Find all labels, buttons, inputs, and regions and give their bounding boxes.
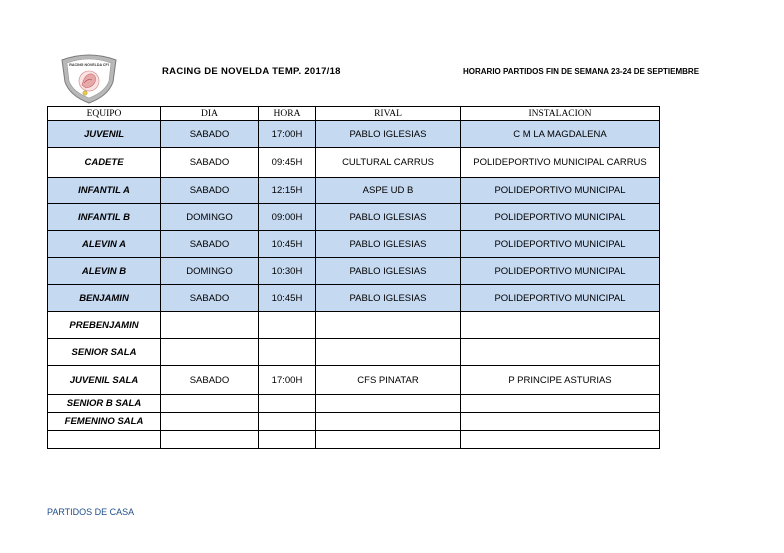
venue-cell: P PRINCIPE ASTURIAS bbox=[461, 366, 660, 395]
rival-cell: PABLO IGLESIAS bbox=[316, 204, 461, 231]
schedule-title: HORARIO PARTIDOS FIN DE SEMANA 23-24 DE SEPTIEMBRE bbox=[463, 67, 700, 76]
time-cell: 09:00H bbox=[259, 204, 316, 231]
team-cell: INFANTIL B bbox=[48, 204, 161, 231]
venue-cell: POLIDEPORTIVO MUNICIPAL bbox=[461, 231, 660, 258]
time-cell: 10:45H bbox=[259, 231, 316, 258]
venue-cell bbox=[461, 413, 660, 431]
column-header-rival: RIVAL bbox=[316, 107, 461, 121]
time-cell: 10:30H bbox=[259, 258, 316, 285]
time-cell bbox=[259, 339, 316, 366]
column-header-day: DIA bbox=[161, 107, 259, 121]
time-cell bbox=[259, 431, 316, 449]
header-row bbox=[48, 107, 660, 121]
rival-cell bbox=[316, 312, 461, 339]
time-cell: 17:00H bbox=[259, 366, 316, 395]
table-row bbox=[48, 178, 660, 204]
team-cell: SENIOR B SALA bbox=[48, 395, 161, 413]
rival-cell bbox=[316, 339, 461, 366]
club-title: RACING DE NOVELDA TEMP. 2017/18 bbox=[162, 66, 341, 77]
table-row bbox=[48, 366, 660, 395]
day-cell: SABADO bbox=[161, 285, 259, 312]
rival-cell: PABLO IGLESIAS bbox=[316, 231, 461, 258]
day-cell: DOMINGO bbox=[161, 258, 259, 285]
team-cell: PREBENJAMIN bbox=[48, 312, 161, 339]
day-cell: SABADO bbox=[161, 366, 259, 395]
table-row bbox=[48, 121, 660, 148]
table-row bbox=[48, 339, 660, 366]
venue-cell: POLIDEPORTIVO MUNICIPAL bbox=[461, 285, 660, 312]
team-cell: ALEVIN A bbox=[48, 231, 161, 258]
day-cell: SABADO bbox=[161, 178, 259, 204]
rival-cell: CULTURAL CARRUS bbox=[316, 148, 461, 178]
day-cell: SABADO bbox=[161, 231, 259, 258]
team-cell: FEMENINO SALA bbox=[48, 413, 161, 431]
club-logo bbox=[58, 52, 120, 109]
team-cell: JUVENIL bbox=[48, 121, 161, 148]
team-cell: BENJAMIN bbox=[48, 285, 161, 312]
column-header-venue: INSTALACION bbox=[461, 107, 660, 121]
team-cell: JUVENIL SALA bbox=[48, 366, 161, 395]
time-cell: 10:45H bbox=[259, 285, 316, 312]
team-cell: INFANTIL A bbox=[48, 178, 161, 204]
time-cell: 12:15H bbox=[259, 178, 316, 204]
table-row bbox=[48, 231, 660, 258]
time-cell bbox=[259, 395, 316, 413]
venue-cell: POLIDEPORTIVO MUNICIPAL CARRUS bbox=[461, 148, 660, 178]
rival-cell: PABLO IGLESIAS bbox=[316, 285, 461, 312]
schedule-table bbox=[47, 106, 660, 449]
home-games-legend: PARTIDOS DE CASA bbox=[47, 507, 135, 517]
rival-cell bbox=[316, 431, 461, 449]
table-row bbox=[48, 431, 660, 449]
day-cell bbox=[161, 395, 259, 413]
table-row bbox=[48, 312, 660, 339]
venue-cell: C M LA MAGDALENA bbox=[461, 121, 660, 148]
venue-cell bbox=[461, 312, 660, 339]
time-cell bbox=[259, 413, 316, 431]
rival-cell: PABLO IGLESIAS bbox=[316, 121, 461, 148]
logo-text: RACING NOVELDA CFI bbox=[69, 63, 109, 67]
table-row bbox=[48, 285, 660, 312]
rival-cell bbox=[316, 413, 461, 431]
day-cell: SABADO bbox=[161, 121, 259, 148]
table-row bbox=[48, 204, 660, 231]
team-cell bbox=[48, 431, 161, 449]
rival-cell: PABLO IGLESIAS bbox=[316, 258, 461, 285]
table-row bbox=[48, 148, 660, 178]
table-row bbox=[48, 395, 660, 413]
venue-cell bbox=[461, 339, 660, 366]
rival-cell: CFS PINATAR bbox=[316, 366, 461, 395]
table-row bbox=[48, 258, 660, 285]
day-cell bbox=[161, 431, 259, 449]
column-header-team: EQUIPO bbox=[48, 107, 161, 121]
time-cell: 17:00H bbox=[259, 121, 316, 148]
time-cell bbox=[259, 312, 316, 339]
team-cell: ALEVIN B bbox=[48, 258, 161, 285]
column-header-time: HORA bbox=[259, 107, 316, 121]
table-row bbox=[48, 413, 660, 431]
venue-cell bbox=[461, 431, 660, 449]
day-cell bbox=[161, 413, 259, 431]
venue-cell: POLIDEPORTIVO MUNICIPAL bbox=[461, 258, 660, 285]
time-cell: 09:45H bbox=[259, 148, 316, 178]
venue-cell: POLIDEPORTIVO MUNICIPAL bbox=[461, 178, 660, 204]
venue-cell bbox=[461, 395, 660, 413]
day-cell bbox=[161, 312, 259, 339]
day-cell: SABADO bbox=[161, 148, 259, 178]
rival-cell: ASPE UD B bbox=[316, 178, 461, 204]
team-cell: CADETE bbox=[48, 148, 161, 178]
team-cell: SENIOR SALA bbox=[48, 339, 161, 366]
rival-cell bbox=[316, 395, 461, 413]
venue-cell: POLIDEPORTIVO MUNICIPAL bbox=[461, 204, 660, 231]
day-cell: DOMINGO bbox=[161, 204, 259, 231]
day-cell bbox=[161, 339, 259, 366]
